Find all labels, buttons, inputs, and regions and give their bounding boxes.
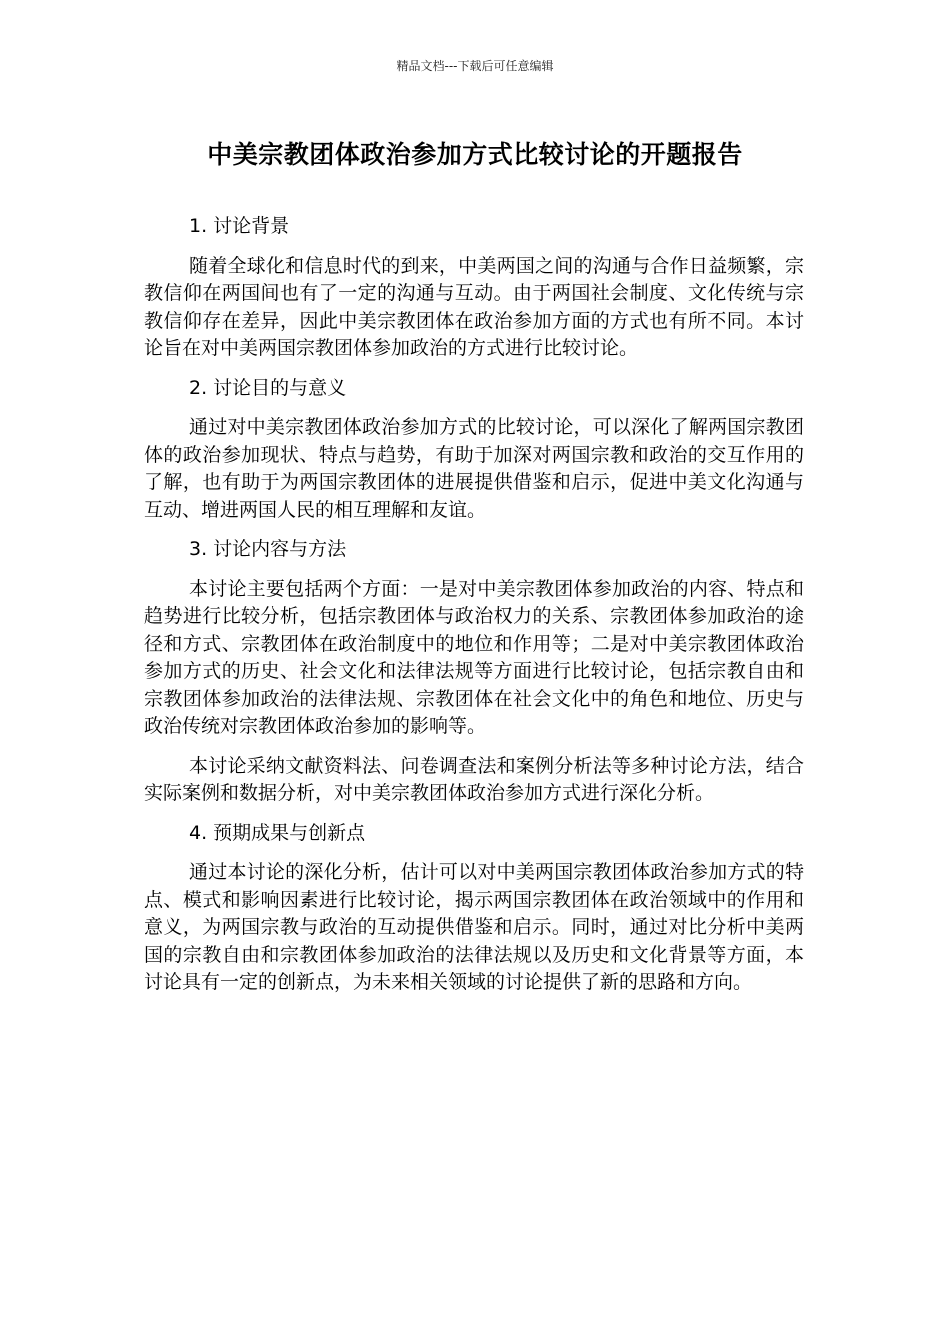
body-paragraph: 随着全球化和信息时代的到来，中美两国之间的沟通与合作日益频繁，宗教信仰在两国间也有了一定的沟通与互动。由于两国社会制度、文化传统与宗教信仰存在差异，因此中美宗教团体在政治参加方面的方式也有所不同。本讨论旨在对中美两国宗教团体参加政治的方式进行比较讨论。 (144, 254, 804, 359)
section-heading: 1. 讨论背景 (189, 215, 290, 237)
header-note: 精品文档---下载后可任意编辑 (396, 59, 554, 73)
section-heading: 3. 讨论内容与方法 (189, 538, 347, 560)
section-content-method (144, 536, 804, 808)
section-background (144, 213, 804, 363)
section-expected-results (144, 820, 804, 997)
section-heading: 4. 预期成果与创新点 (189, 821, 366, 844)
body-paragraph: 通过对中美宗教团体政治参加方式的比较讨论，可以深化了解两国宗教团体的政治参加现状、特点与趋势，有助于加深对两国宗教和政治的交互作用的了解，也有助于为两国宗教团体的进展提供借鉴和启示，促进中美文化沟通与互动、增进两国人民的相互理解和友谊。 (144, 416, 804, 521)
body-paragraph: 通过本讨论的深化分析，估计可以对中美两国宗教团体政治参加方式的特点、模式和影响因素进行比较讨论，揭示两国宗教团体在政治领域中的作用和意义，为两国宗教与政治的互动提供借鉴和启示。同时，通过对比分析中美两国的宗教自由和宗教团体参加政治的法律法规以及历史和文化背景等方面，本讨论具有一定的创新点，为未来相关领域的讨论提供了新的思路和方向。 (144, 861, 804, 993)
document-title: 中美宗教团体政治参加方式比较讨论的开题报告 (207, 140, 743, 169)
body-paragraph: 本讨论主要包括两个方面：一是对中美宗教团体参加政治的内容、特点和趋势进行比较分析，包括宗教团体与政治权力的关系、宗教团体参加政治的途径和方式、宗教团体在政治制度中的地位和作用等；二是对中美宗教团体政治参加方式的历史、社会文化和法律法规等方面进行比较讨论，包括宗教自由和宗教团体参加政治的法律法规、宗教团体在社会文化中的角色和地位、历史与政治传统对宗教团体政治参加的影响等。 (144, 577, 804, 737)
section-heading: 2. 讨论目的与意义 (189, 376, 347, 399)
document-body (144, 213, 804, 1009)
section-purpose (144, 375, 804, 525)
body-paragraph: 本讨论采纳文献资料法、问卷调查法和案例分析法等多种讨论方法，结合实际案例和数据分析，对中美宗教团体政治参加方式进行深化分析。 (144, 754, 804, 804)
